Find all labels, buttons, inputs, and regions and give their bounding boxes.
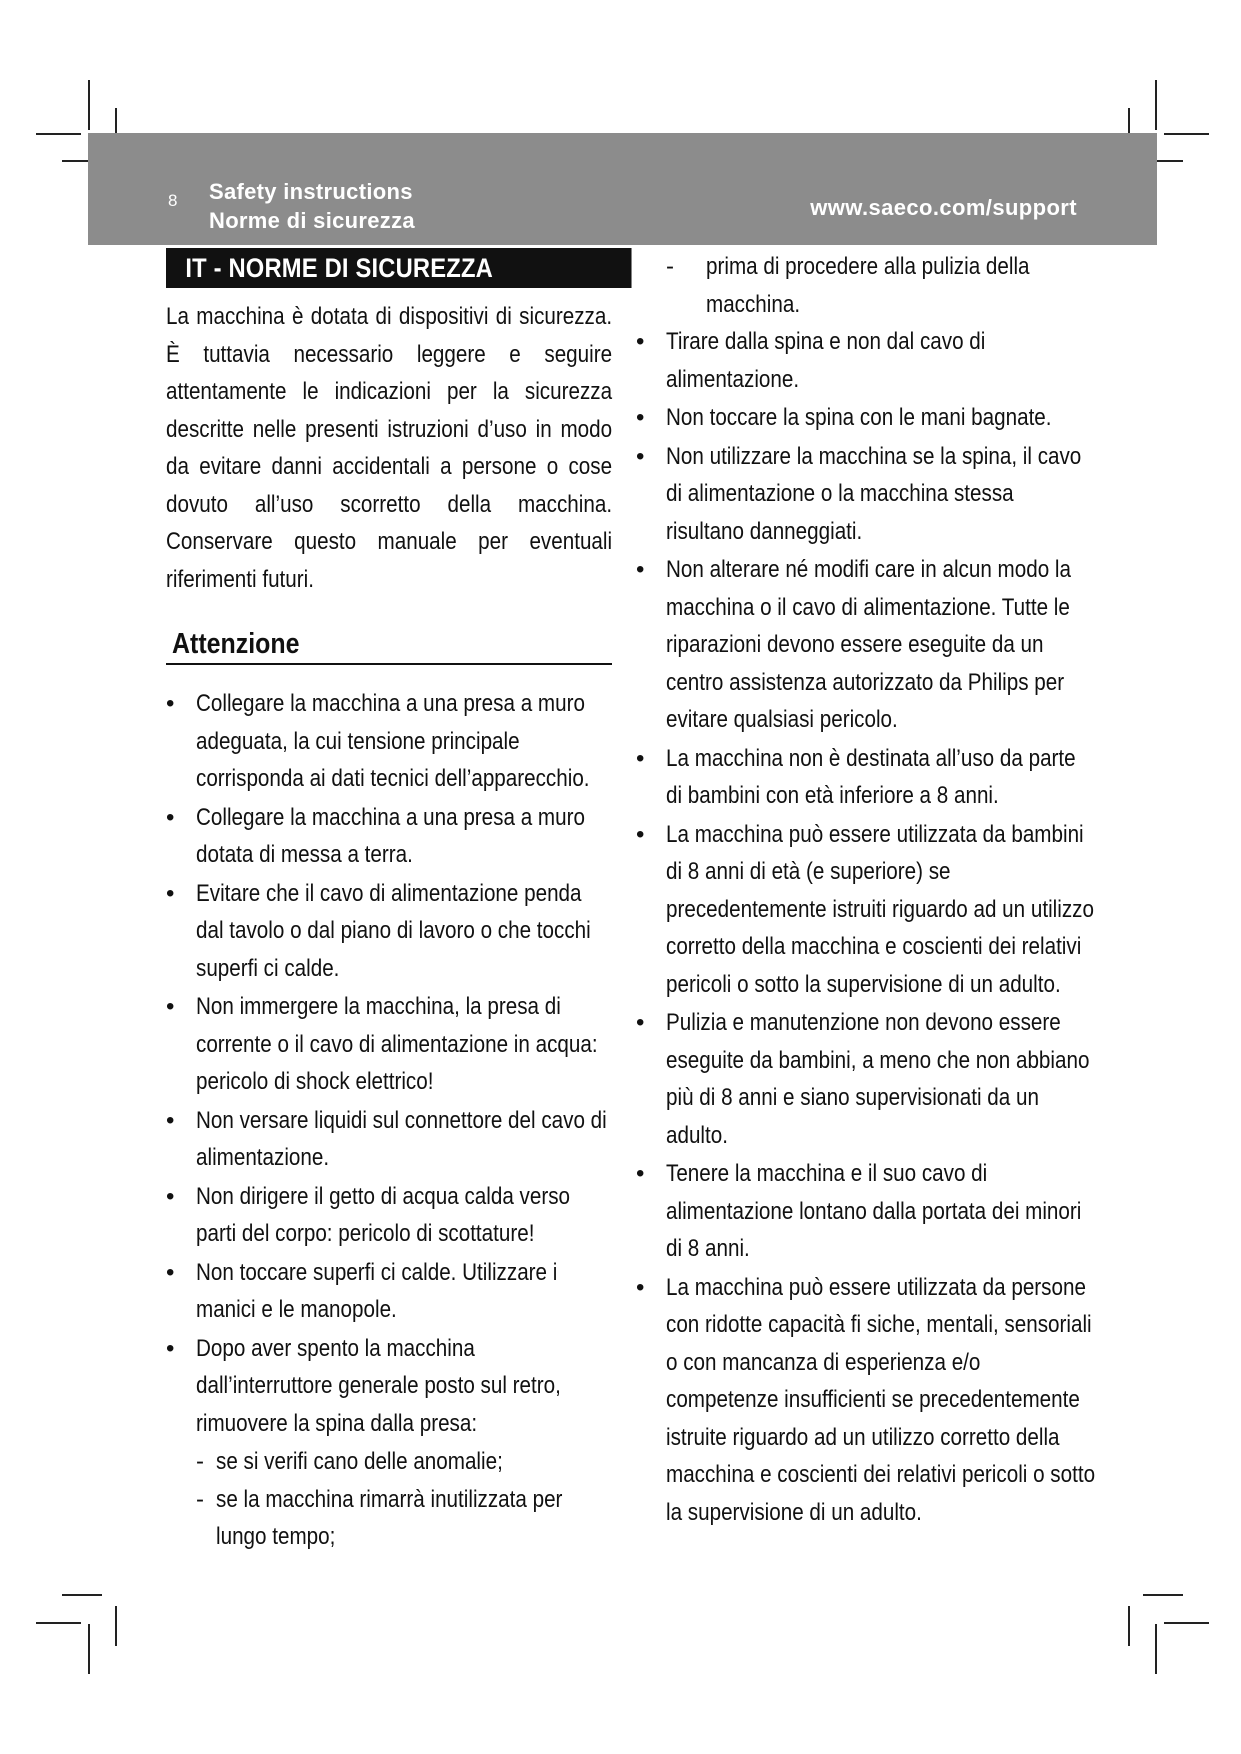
list-item: • Pulizia e manutenzione non devono essere eseguite da bambini, a meno che non abbiano più di 8 anni e siano supervisionati da un adulto.	[636, 1004, 1096, 1154]
bullet-icon: •	[636, 404, 645, 431]
list-item: • La macchina può essere utilizzata da persone con ridotte capacità fi siche, mentali, sensoriali o con mancanza di esperienza e/o competenze insufficienti se precedentemente istruite riguardo ad un utilizzo corretto della macchina e coscienti dei relativi pericoli o sotto la supervisione di un adulto.	[636, 1269, 1096, 1532]
crop-mark	[1164, 133, 1209, 135]
sub-list-item: - se si verifi cano delle anomalie;	[166, 1443, 612, 1481]
list-item: • Non immergere la macchina, la presa di corrente o il cavo di alimentazione in acqua: pericolo di shock elettrico!	[166, 988, 612, 1101]
page-header	[88, 133, 1157, 245]
crop-mark	[36, 1622, 81, 1624]
support-url: www.saeco.com/support	[810, 195, 1077, 220]
left-column	[166, 248, 612, 1556]
warning-list-right	[636, 323, 1096, 1531]
bullet-icon: •	[166, 1182, 175, 1210]
dash-icon: -	[666, 253, 674, 280]
bullet-icon: •	[636, 1009, 645, 1036]
crop-mark	[1155, 80, 1157, 130]
crop-mark	[88, 80, 90, 130]
list-item: • Non toccare superfi ci calde. Utilizzare i manici e le manopole.	[166, 1254, 612, 1329]
crop-mark	[1155, 1624, 1157, 1674]
bullet-icon: •	[166, 993, 175, 1020]
list-item: • Non toccare la spina con le mani bagnate.	[636, 399, 1096, 437]
bullet-icon: •	[166, 1258, 175, 1286]
crop-mark	[1128, 1606, 1130, 1646]
list-item: • Non utilizzare la macchina se la spina, il cavo di alimentazione o la macchina stessa risultano danneggiati.	[636, 438, 1096, 551]
crop-mark	[36, 133, 81, 135]
list-item: • Non versare liquidi sul connettore del cavo di alimentazione.	[166, 1102, 612, 1177]
bullet-icon: •	[636, 820, 645, 848]
warning-list-left	[166, 685, 612, 1442]
bullet-icon: •	[636, 328, 645, 355]
crop-mark	[62, 1594, 102, 1596]
bullet-icon: •	[166, 803, 175, 831]
bullet-icon: •	[166, 1106, 175, 1134]
list-item: • Dopo aver spento la macchina dall’interruttore generale posto sul retro, rimuovere la spina dalla presa:	[166, 1330, 612, 1443]
intro-paragraph: La macchina è dotata di dispositivi di sicurezza. È tuttavia necessario leggere e seguire attentamente le indicazioni per la sicurezza descritte nelle presenti istruzioni d’uso in modo da evitare danni accidentali a persone o cose dovuto all’uso scorretto della macchina. Conservare questo manuale per eventuali riferimenti futuri.	[166, 303, 613, 593]
sub-list-item: - se la macchina rimarrà inutilizzata per lungo tempo;	[166, 1481, 612, 1556]
crop-mark	[88, 1624, 90, 1674]
header-title	[209, 177, 415, 235]
list-item: • Collegare la macchina a una presa a muro dotata di messa a terra.	[166, 799, 612, 874]
list-item: • Tirare dalla spina e non dal cavo di alimentazione.	[636, 323, 1096, 398]
header-title-en: Safety instructions	[209, 179, 413, 204]
right-column	[636, 248, 1096, 1532]
page-number: 8	[168, 191, 178, 210]
dash-icon: -	[196, 1448, 204, 1475]
subheading	[166, 628, 612, 665]
bullet-icon: •	[166, 1334, 175, 1362]
subheading-text: Attenzione	[172, 628, 300, 660]
list-item: • Evitare che il cavo di alimentazione penda dal tavolo o dal piano di lavoro o che tocchi superfi ci calde.	[166, 875, 612, 988]
bullet-icon: •	[636, 556, 645, 583]
crop-mark	[115, 1606, 117, 1646]
bullet-icon: •	[636, 442, 645, 470]
list-item: • La macchina può essere utilizzata da bambini di 8 anni di età (e superiore) se precedentemente istruiti riguardo ad un utilizzo corretto della macchina e coscienti dei relativi pericoli o sotto la supervisione di un adulto.	[636, 816, 1096, 1004]
list-item: • La macchina non è destinata all’uso da parte di bambini con età inferiore a 8 anni.	[636, 740, 1096, 815]
bullet-icon: •	[166, 690, 175, 717]
header-title-it: Norme di sicurezza	[209, 208, 415, 233]
list-item: • Non alterare né modifi care in alcun modo la macchina o il cavo di alimentazione. Tutte le riparazioni devono essere eseguite da un centro assistenza autorizzato da Philips per evitare qualsiasi pericolo.	[636, 551, 1096, 739]
bullet-icon: •	[636, 744, 645, 772]
crop-mark	[1164, 1622, 1209, 1624]
list-item: • Tenere la macchina e il suo cavo di alimentazione lontano dalla portata dei minori di 8 anni.	[636, 1155, 1096, 1268]
bullet-icon: •	[636, 1273, 645, 1301]
crop-mark	[1143, 1594, 1183, 1596]
sub-list-item: - prima di procedere alla pulizia della macchina.	[666, 248, 1096, 323]
bullet-icon: •	[636, 1160, 645, 1187]
section-title: IT - NORME DI SICUREZZA	[166, 248, 631, 288]
list-item: • Non dirigere il getto di acqua calda verso parti del corpo: pericolo di scottature!	[166, 1178, 612, 1253]
dash-icon: -	[196, 1485, 204, 1513]
bullet-icon: •	[166, 879, 175, 907]
list-item: • Collegare la macchina a una presa a muro adeguata, la cui tensione principale corrisponda ai dati tecnici dell’apparecchio.	[166, 685, 612, 798]
